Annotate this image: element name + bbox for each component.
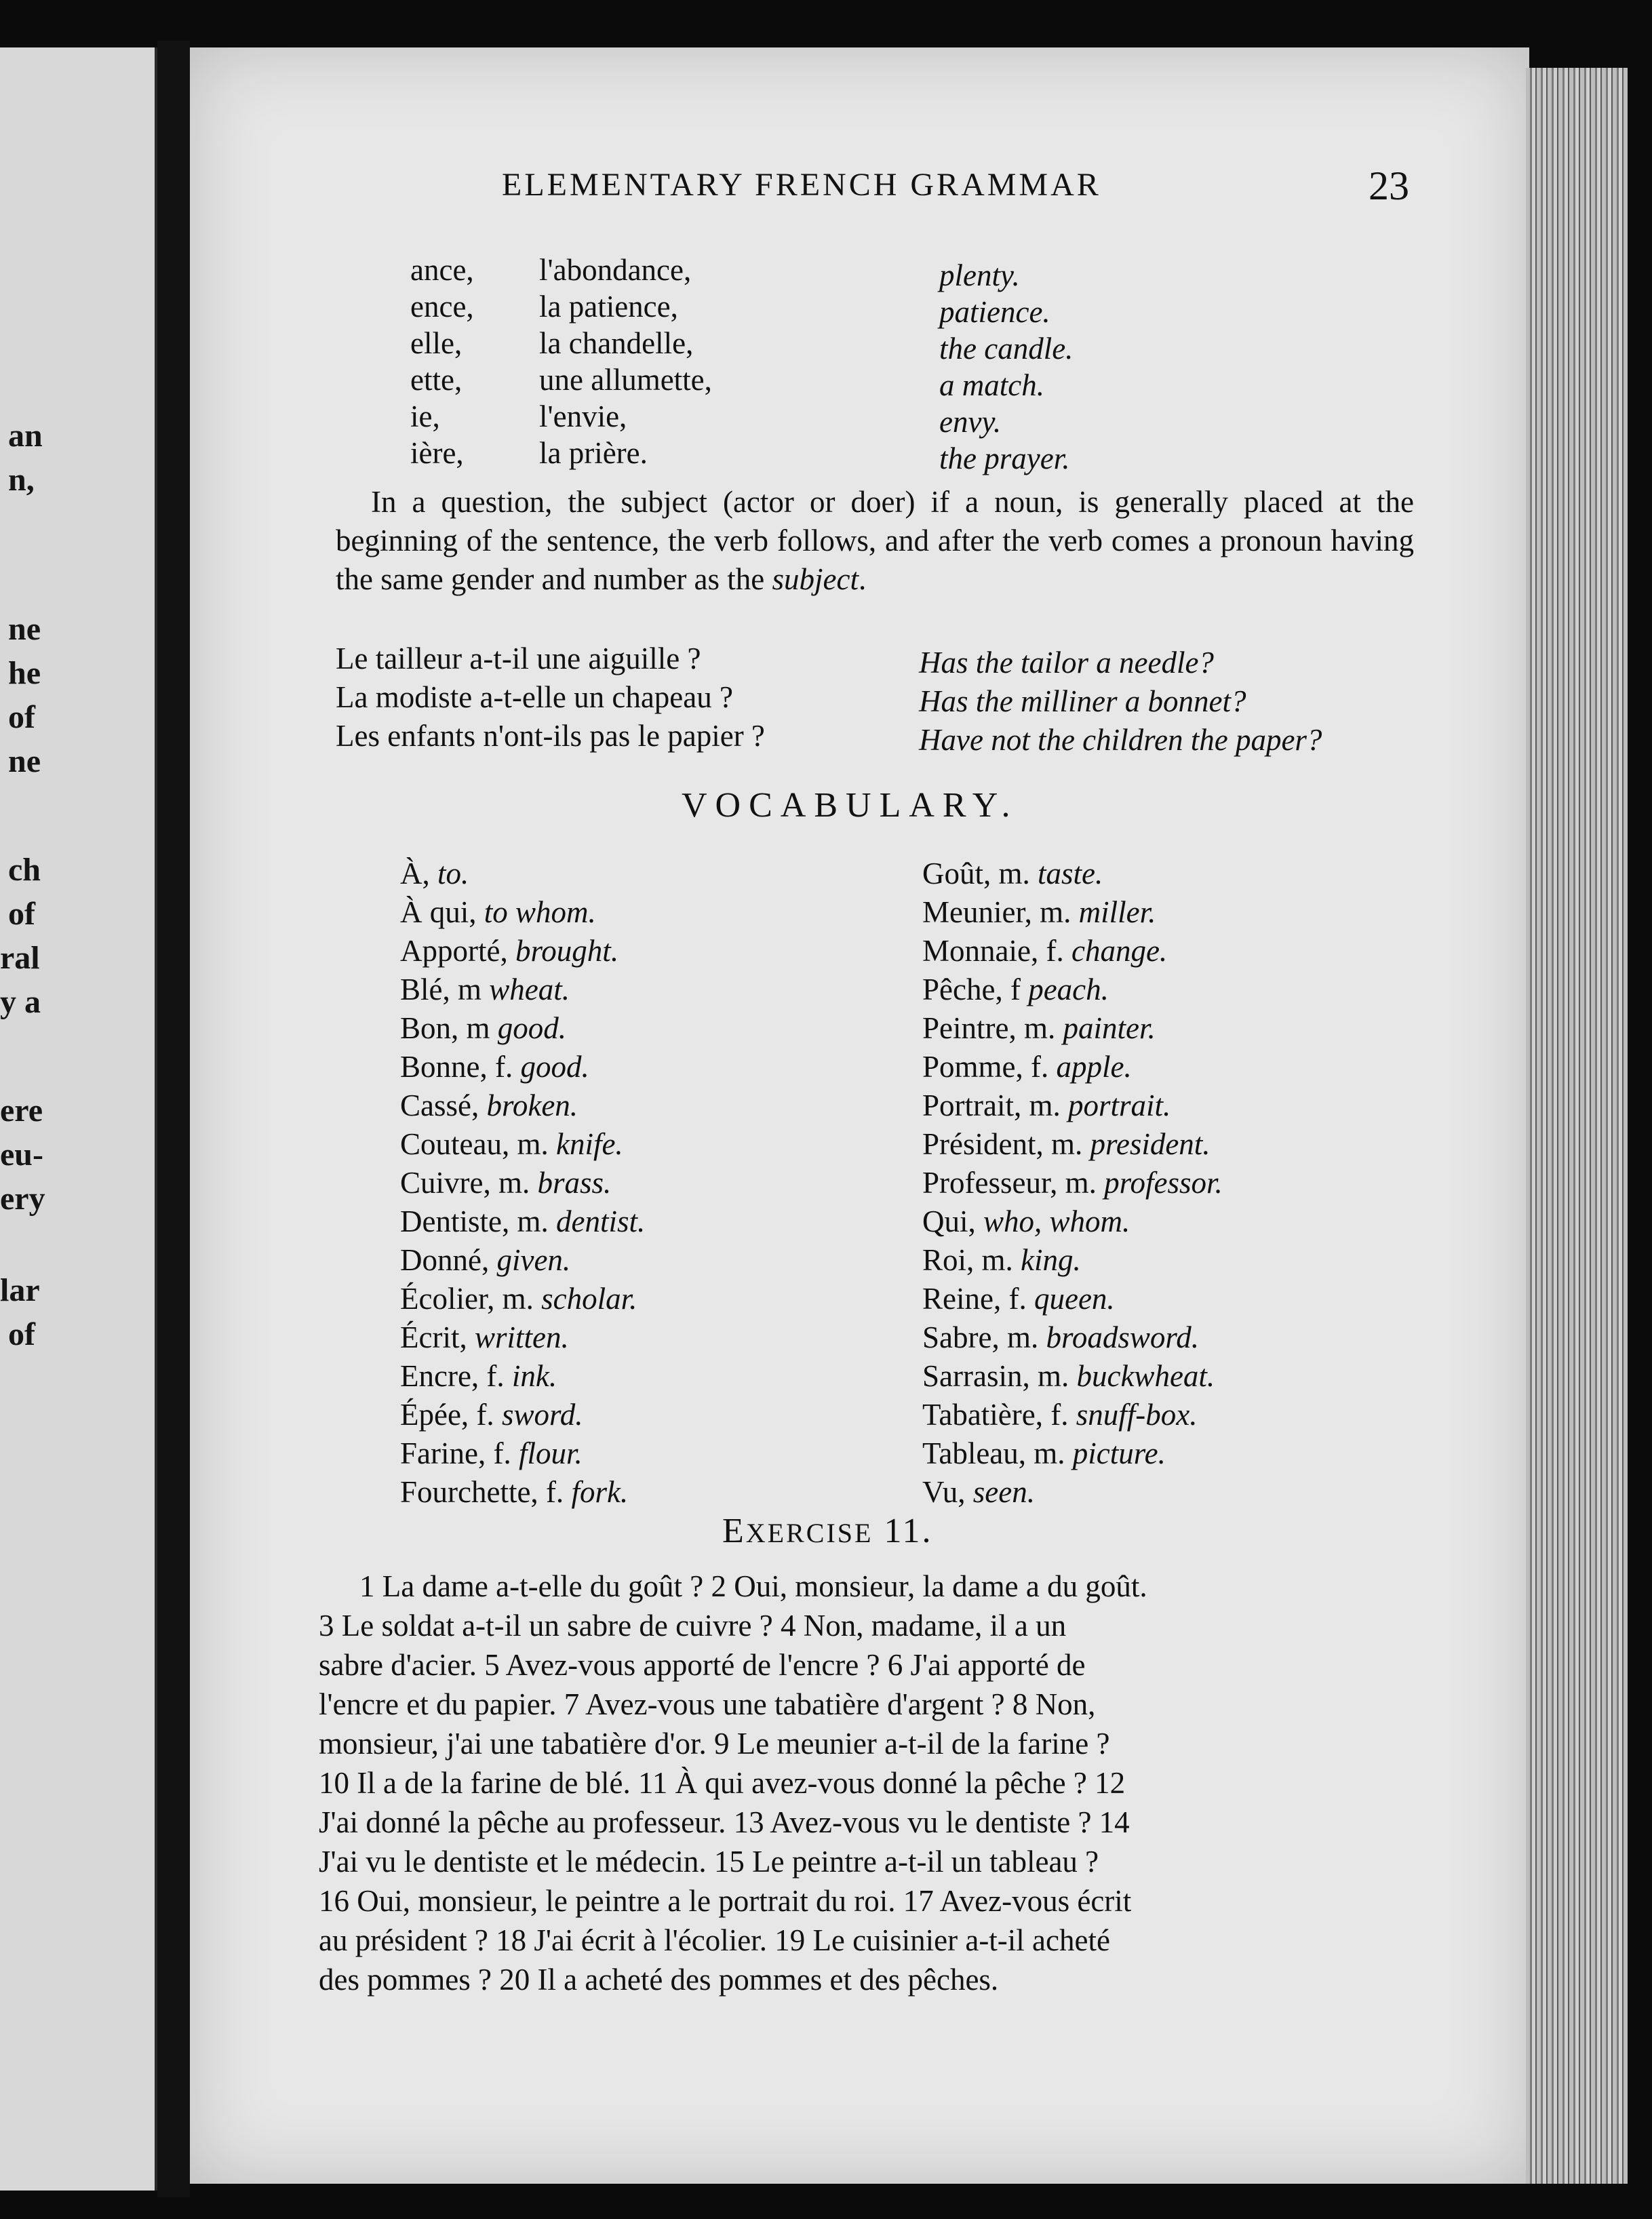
vocabulary-entry (400, 1397, 583, 1432)
vocab-meaning: picture. (1072, 1436, 1166, 1470)
vocab-gender: m. (498, 1166, 530, 1200)
ending-meaning: a match. (939, 368, 1044, 402)
vocabulary-entry (922, 895, 1156, 930)
left-page-fragment: an (8, 418, 43, 454)
vocabulary-entry (400, 1049, 589, 1084)
vocab-word: Couteau, (400, 1127, 510, 1161)
rule-paragraph (336, 483, 1414, 599)
vocab-meaning: to whom. (484, 895, 596, 929)
vocab-meaning: dentist. (555, 1204, 646, 1238)
ending-suffix: ence, (410, 290, 474, 323)
left-page-fragment: ne (8, 611, 41, 647)
vocab-word: Cassé, (400, 1088, 479, 1122)
vocabulary-entry (400, 1165, 611, 1200)
vocab-gender: m. (517, 1127, 549, 1161)
vocab-word: Blé, (400, 973, 450, 1006)
vocabulary-entry (400, 1204, 645, 1239)
vocab-word: Écolier, (400, 1282, 495, 1316)
vocab-word: Donné, (400, 1243, 490, 1277)
ending-example: la prière. (539, 436, 648, 470)
vocab-gender: f. (495, 1050, 513, 1084)
exercise-line: 16 Oui, monsieur, le peintre a le portrait du roi. 17 Avez-vous écrit (319, 1884, 1132, 1918)
vocab-word: Bon, (400, 1011, 459, 1045)
vocab-meaning: given. (496, 1243, 571, 1277)
vocab-meaning: knife. (555, 1127, 623, 1161)
vocab-word: Cuivre, (400, 1166, 491, 1200)
ending-suffix: ance, (410, 253, 474, 287)
vocab-word: Dentiste, (400, 1204, 510, 1238)
vocabulary-entry (922, 1126, 1211, 1162)
vocab-meaning: wheat. (489, 973, 570, 1006)
exercise-heading (722, 1511, 933, 1551)
vocab-word: Tableau, (922, 1436, 1027, 1470)
left-page-fragment: n, (8, 462, 35, 498)
rule-text: In a question, the subject (actor or doer) if a noun, is generally placed at the beginning of the sentence, the verb follows, and after the verb comes a pronoun having the same gender and number as the (336, 485, 1414, 596)
vocab-gender: f. (545, 1475, 564, 1509)
vocab-gender: m. (1037, 1359, 1069, 1393)
vocabulary-entry (922, 972, 1109, 1007)
vocabulary-entry (922, 1397, 1197, 1432)
exercise-line: 3 Le soldat a-t-il un sabre de cuivre ? 4 Non, madame, il a un (319, 1609, 1067, 1643)
ending-example: une allumette, (539, 363, 712, 397)
vocab-word: Reine, (922, 1282, 1002, 1316)
vocab-gender: m (466, 1011, 490, 1045)
vocab-word: Président, (922, 1127, 1044, 1161)
vocabulary-entry (922, 1165, 1223, 1200)
vocab-gender: f. (1008, 1282, 1027, 1316)
vocabulary-entry (922, 1242, 1081, 1278)
ending-meaning: patience. (939, 295, 1050, 329)
vocab-word: Professeur, (922, 1166, 1058, 1200)
vocab-word: Pêche, (922, 973, 1003, 1006)
ending-example: l'envie, (539, 399, 627, 433)
vocab-meaning: flour. (518, 1436, 583, 1470)
vocabulary-entry (400, 1088, 578, 1123)
rule-emphasis: subject (772, 562, 859, 596)
vocab-word: Sabre, (922, 1320, 1000, 1354)
vocab-word: Monnaie, (922, 934, 1039, 968)
exercise-number: 11. (884, 1512, 933, 1550)
vocab-meaning: scholar. (541, 1282, 637, 1316)
vocab-meaning: written. (474, 1320, 569, 1354)
vocab-meaning: professor. (1104, 1166, 1223, 1200)
ending-meaning: the candle. (939, 332, 1074, 366)
left-page-fragment: ne (8, 743, 41, 779)
vocab-gender: m. (981, 1243, 1013, 1277)
vocab-word: Apporté, (400, 934, 508, 968)
ending-suffix: ière, (410, 436, 464, 470)
vocabulary-heading: VOCABULARY. (682, 786, 1019, 825)
vocabulary-entry (922, 1281, 1115, 1316)
ending-example: la patience, (539, 290, 678, 323)
vocab-meaning: broken. (486, 1088, 578, 1122)
vocabulary-entry (400, 1242, 570, 1278)
vocab-meaning: good. (497, 1011, 567, 1045)
vocabulary-entry (922, 1358, 1215, 1394)
exercise-text (319, 1567, 1390, 1999)
exercise-line: J'ai donné la pêche au professeur. 13 Avez-vous vu le dentiste ? 14 (319, 1805, 1130, 1839)
vocabulary-entry (922, 1049, 1132, 1084)
vocab-word: Roi, (922, 1243, 975, 1277)
vocab-word: Qui, (922, 1204, 976, 1238)
scan-border (190, 2184, 1628, 2219)
vocab-word: Peintre, (922, 1011, 1017, 1045)
book-gutter (157, 41, 190, 2197)
vocabulary-entry (400, 1358, 557, 1394)
vocab-meaning: brought. (515, 934, 619, 968)
vocabulary-entry (400, 972, 570, 1007)
vocab-word: Fourchette, (400, 1475, 538, 1509)
vocabulary-entry (922, 933, 1167, 968)
vocab-gender: m. (517, 1204, 549, 1238)
vocab-gender: m (458, 973, 482, 1006)
vocab-meaning: brass. (537, 1166, 612, 1200)
vocabulary-entry (400, 1474, 628, 1510)
vocab-gender: m. (502, 1282, 534, 1316)
vocabulary-entry (400, 933, 618, 968)
vocab-meaning: apple. (1056, 1050, 1132, 1084)
vocab-gender: m. (1065, 1166, 1097, 1200)
ending-example: l'abondance, (539, 253, 692, 287)
vocabulary-entry (922, 1010, 1156, 1046)
left-page-fragment: ral (0, 940, 40, 976)
left-page-fragment: ch (8, 852, 41, 888)
example-french: La modiste a-t-elle un chapeau ? (336, 680, 733, 714)
vocab-meaning: fork. (571, 1475, 629, 1509)
exercise-line: monsieur, j'ai une tabatière d'or. 9 Le meunier a-t-il de la farine ? (319, 1727, 1110, 1761)
left-page-fragment: eu- (0, 1137, 43, 1173)
ending-meaning: envy. (939, 405, 1002, 439)
vocab-word: À, (400, 857, 430, 890)
vocabulary-entry (922, 1320, 1199, 1355)
vocab-meaning: good. (520, 1050, 589, 1084)
vocab-gender: m. (1029, 1088, 1061, 1122)
rule-end: . (858, 562, 867, 596)
vocab-word: Encre, (400, 1359, 479, 1393)
exercise-line: des pommes ? 20 Il a acheté des pommes et des pêches. (319, 1963, 999, 1997)
exercise-heading-rest: XERCISE (745, 1518, 873, 1548)
vocab-gender: m. (1023, 1011, 1056, 1045)
vocab-word: Portrait, (922, 1088, 1022, 1122)
vocab-gender: f. (1031, 1050, 1049, 1084)
vocab-meaning: broadsword. (1046, 1320, 1199, 1354)
example-english: Has the milliner a bonnet? (919, 684, 1246, 718)
vocab-gender: f (1010, 973, 1021, 1006)
vocab-gender: f. (493, 1436, 511, 1470)
vocabulary-entry (922, 1204, 1130, 1239)
vocabulary-entry (400, 895, 596, 930)
vocab-word: Goût, (922, 857, 991, 890)
vocab-meaning: portrait. (1068, 1088, 1171, 1122)
vocab-gender: m. (1034, 1436, 1065, 1470)
vocab-meaning: president. (1090, 1127, 1211, 1161)
exercise-line: au président ? 18 J'ai écrit à l'écolier. 19 Le cuisinier a-t-il acheté (319, 1923, 1110, 1957)
vocabulary-entry (400, 1010, 566, 1046)
left-page-fragment: he (8, 655, 41, 691)
vocab-word: Vu, (922, 1475, 966, 1509)
page-number: 23 (1369, 163, 1409, 208)
vocab-word: À qui, (400, 895, 477, 929)
vocab-gender: f. (486, 1359, 505, 1393)
vocab-gender: m. (1050, 1127, 1083, 1161)
exercise-heading-cap: E (722, 1512, 746, 1550)
vocabulary-entry (400, 1320, 569, 1355)
vocab-meaning: painter. (1063, 1011, 1156, 1045)
vocab-meaning: miller. (1078, 895, 1156, 929)
vocab-gender: m. (1040, 895, 1071, 929)
vocab-gender: m. (1006, 1320, 1039, 1354)
running-head: ELEMENTARY FRENCH GRAMMAR (502, 167, 1101, 203)
exercise-line: l'encre et du papier. 7 Avez-vous une tabatière d'argent ? 8 Non, (319, 1687, 1096, 1721)
vocab-meaning: ink. (511, 1359, 557, 1393)
left-page-fragment: of (8, 699, 35, 735)
vocab-gender: m. (998, 857, 1030, 890)
ending-suffix: elle, (410, 326, 463, 360)
vocab-word: Farine, (400, 1436, 486, 1470)
vocab-meaning: taste. (1038, 857, 1103, 890)
example-english: Have not the children the paper? (919, 723, 1322, 757)
exercise-line: sabre d'acier. 5 Avez-vous apporté de l'encre ? 6 J'ai apporté de (319, 1648, 1086, 1682)
vocab-word: Bonne, (400, 1050, 488, 1084)
exercise-line: 1 La dame a-t-elle du goût ? 2 Oui, monsieur, la dame a du goût. (359, 1569, 1147, 1603)
vocabulary-entry (922, 1436, 1166, 1471)
vocabulary-entry (922, 1088, 1171, 1123)
vocab-word: Épée, (400, 1398, 469, 1432)
example-english: Has the tailor a needle? (919, 646, 1214, 680)
vocabulary-entry (400, 856, 469, 891)
example-french: Le tailleur a-t-il une aiguille ? (336, 642, 701, 675)
ending-meaning: plenty. (939, 258, 1020, 292)
vocab-meaning: queen. (1034, 1282, 1115, 1316)
vocab-meaning: who, whom. (983, 1204, 1130, 1238)
vocab-meaning: seen. (972, 1475, 1036, 1509)
vocab-word: Pomme, (922, 1050, 1023, 1084)
vocab-word: Tabatière, (922, 1398, 1043, 1432)
vocab-meaning: buckwheat. (1076, 1359, 1215, 1393)
left-page-fragment: of (8, 896, 35, 932)
vocabulary-entry (400, 1126, 623, 1162)
left-page-fragment: lar (0, 1272, 40, 1308)
vocab-meaning: peach. (1028, 973, 1109, 1006)
ending-meaning: the prayer. (939, 441, 1070, 475)
vocab-meaning: to. (437, 857, 469, 890)
vocabulary-entry (400, 1436, 583, 1471)
exercise-line: 10 Il a de la farine de blé. 11 À qui avez-vous donné la pêche ? 12 (319, 1766, 1126, 1800)
example-french: Les enfants n'ont-ils pas le papier ? (336, 719, 765, 753)
vocab-meaning: king. (1021, 1243, 1081, 1277)
ending-suffix: ie, (410, 399, 440, 433)
vocab-word: Écrit, (400, 1320, 467, 1354)
left-page-fragment: of (8, 1316, 35, 1352)
vocab-meaning: change. (1071, 934, 1168, 968)
vocab-meaning: snuff-box. (1076, 1398, 1198, 1432)
ending-example: la chandelle, (539, 326, 694, 360)
vocabulary-entry (922, 856, 1103, 891)
vocab-meaning: sword. (501, 1398, 583, 1432)
vocab-word: Meunier, (922, 895, 1032, 929)
vocab-gender: f. (1046, 934, 1064, 968)
vocab-word: Sarrasin, (922, 1359, 1030, 1393)
vocab-gender: f. (1050, 1398, 1069, 1432)
vocabulary-entry (922, 1474, 1035, 1510)
left-page-fragment: ere (0, 1093, 43, 1128)
vocabulary-entry (400, 1281, 637, 1316)
vocab-gender: f. (476, 1398, 494, 1432)
exercise-line: J'ai vu le dentiste et le médecin. 15 Le peintre a-t-il un tableau ? (319, 1845, 1099, 1879)
ending-suffix: ette, (410, 363, 463, 397)
left-page-fragment: ery (0, 1181, 45, 1217)
page-edges (1526, 68, 1628, 2184)
left-page-fragment: y a (0, 984, 41, 1020)
